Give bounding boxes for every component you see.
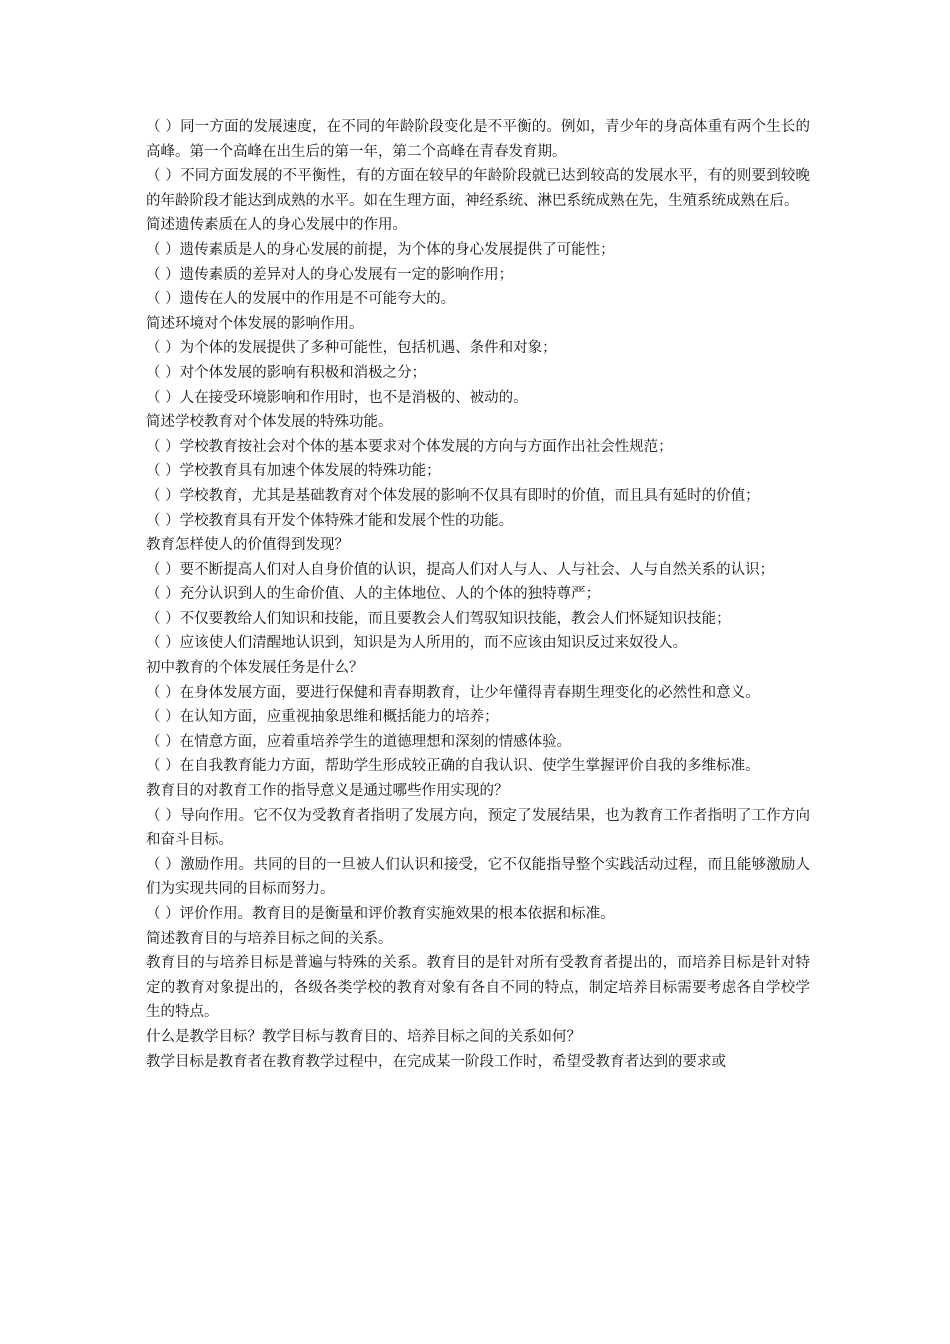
question-heredity-role: 简述遗传素质在人的身心发展中的作用。 [146, 217, 407, 234]
answer-item: （ ）评价作用。教育目的是衡量和评价教育实施效果的根本依据和标准。 [146, 906, 615, 922]
answer-item: （ ）激励作用。共同的目的一旦被人们认识和接受，它不仅能指导整个实践活动过程，而且能够激励人们为实现共同的目标而努力。 [146, 856, 810, 898]
answer-item: （ ）对个体发展的影响有积极和消极之分； [146, 364, 427, 381]
question-teaching-objective: 什么是教学目标？教学目标与教育目的、培养目标之间的关系如何？ [146, 1028, 581, 1045]
answer-paragraph: 教学目标是教育者在教育教学过程中，在完成某一阶段工作时，希望受教育者达到的要求或 [146, 1053, 726, 1070]
answer-item: （ ）在情意方面，应着重培养学生的道德理想和深刻的情感体验。 [146, 733, 572, 750]
answer-item: （ ）遗传素质的差异对人的身心发展有一定的影响作用； [146, 266, 514, 283]
answer-item: （ ）在自我教育能力方面，帮助学生形成较正确的自我认识、使学生掌握评价自我的多维标准。 [146, 758, 760, 775]
paragraph-development-speed: （ ）同一方面的发展速度，在不同的年龄阶段变化是不平衡的。例如，青少年的身高体重有两个生长的高峰。第一个高峰在出生后的第一年，第二个高峰在青春发育期。 [146, 119, 810, 160]
question-education-aim-guidance: 教育目的对教育工作的指导意义是通过哪些作用实现的？ [146, 783, 509, 800]
answer-item: （ ）应该使人们清醒地认识到，知识是为人所用的，而不应该由知识反过来奴役人。 [146, 635, 688, 652]
question-junior-high-tasks: 初中教育的个体发展任务是什么？ [146, 660, 364, 677]
answer-item: （ ）人在接受环境影响和作用时，也不是消极的、被动的。 [146, 389, 528, 406]
answer-item: （ ）要不断提高人们对人自身价值的认识，提高人们对人与人、人与社会、人与自然关系的认识； [146, 561, 775, 578]
answer-item: （ ）学校教育，尤其是基础教育对个体发展的影响不仅具有即时的价值，而且具有延时的价值； [146, 487, 760, 504]
answer-item: （ ）导向作用。它不仅为受教育者指明了发展方向，预定了发展结果，也为教育工作者指明了工作方向和奋斗目标。 [146, 807, 810, 849]
answer-paragraph: 教育目的与培养目标是普遍与特殊的关系。教育目的是针对所有受教育者提出的，而培养目标是针对特定的教育对象提出的，各级各类学校的教育对象有各自不同的特点，制定培养目标需要考虑各自学校学生的特点。 [146, 955, 810, 1021]
answer-item: （ ）在认知方面，应重视抽象思维和概括能力的培养； [146, 709, 499, 726]
answer-item: （ ）充分认识到人的生命价值、人的主体地位、人的个体的独特尊严； [146, 586, 601, 603]
answer-item: （ ）学校教育按社会对个体的基本要求对个体发展的方向与方面作出社会性规范； [146, 438, 673, 455]
answer-item: （ ）学校教育具有加速个体发展的特殊功能； [146, 463, 441, 480]
answer-item: （ ）在身体发展方面，要进行保健和青春期教育，让少年懂得青春期生理变化的必然性和意义。 [146, 684, 760, 701]
question-human-value: 教育怎样使人的价值得到发现？ [146, 537, 349, 554]
answer-item: （ ）学校教育具有开发个体特殊才能和发展个性的功能。 [146, 512, 514, 529]
question-environment-role: 简述环境对个体发展的影响作用。 [146, 315, 364, 332]
answer-item: （ ）不仅要教给人们知识和技能，而且要教会人们驾驭知识技能，教会人们怀疑知识技能； [146, 610, 731, 627]
question-school-education-function: 简述学校教育对个体发展的特殊功能。 [146, 414, 393, 431]
question-aim-vs-training-goal: 简述教育目的与培养目标之间的关系。 [146, 930, 393, 947]
document-body [146, 115, 810, 1074]
paragraph-development-aspects: （ ）不同方面发展的不平衡性，有的方面在较早的年龄阶段就已达到较高的发展水平，有的则要到较晚的年龄阶段才能达到成熟的水平。如在生理方面，神经系统、淋巴系统成熟在先，生殖系统成熟在后。 [146, 168, 810, 209]
answer-item: （ ）遗传素质是人的身心发展的前提，为个体的身心发展提供了可能性； [146, 241, 615, 258]
answer-item: （ ）遗传在人的发展中的作用是不可能夸大的。 [146, 291, 456, 308]
answer-item: （ ）为个体的发展提供了多种可能性，包括机遇、条件和对象； [146, 340, 557, 357]
